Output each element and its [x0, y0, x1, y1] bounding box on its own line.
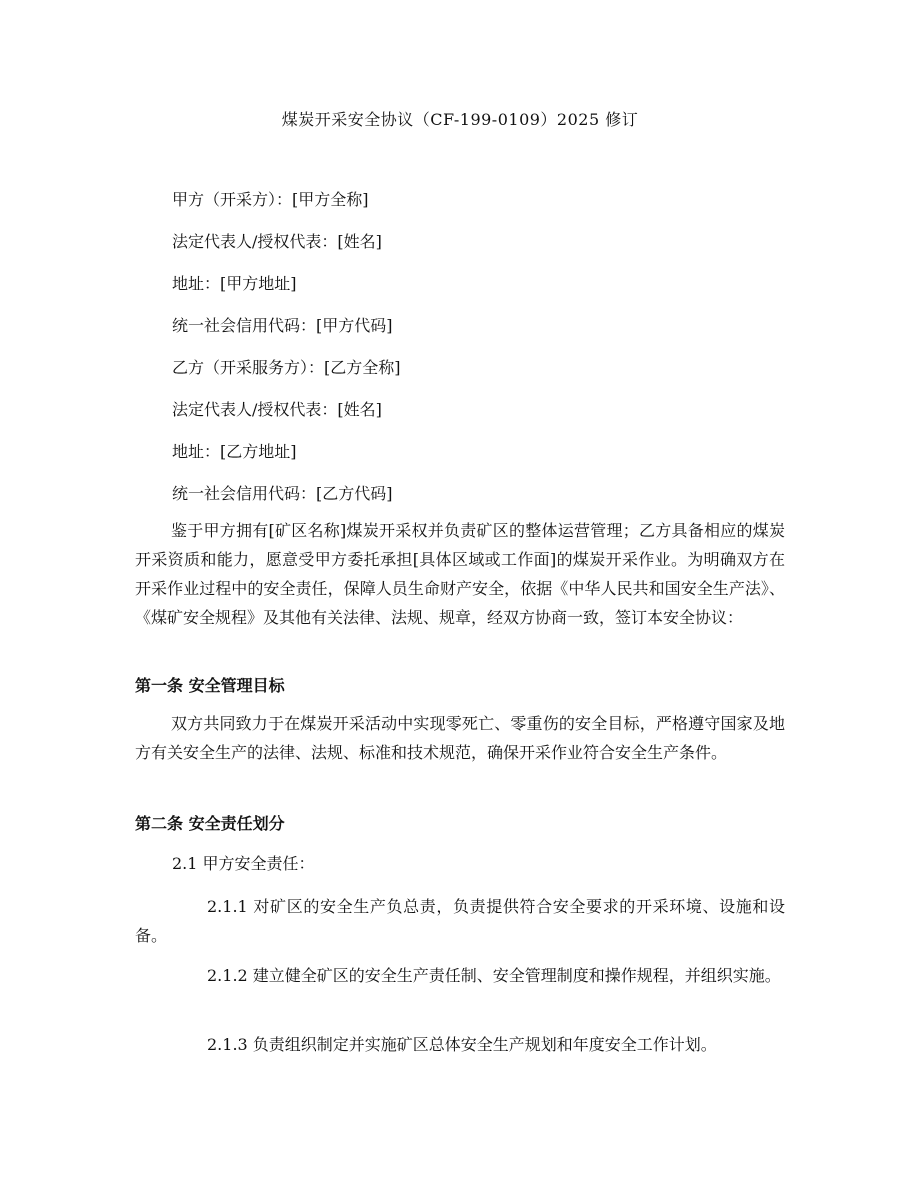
party-a-credit-code: 统一社会信用代码：[甲方代码] — [172, 316, 393, 335]
clause-2-1-2: 2.1.2 建立健全矿区的安全生产责任制、安全管理制度和操作规程，并组织实施。 — [207, 966, 781, 985]
party-a-address: 地址：[甲方地址] — [172, 274, 297, 293]
party-b-credit-code: 统一社会信用代码：[乙方代码] — [172, 484, 393, 503]
party-b-name: 乙方（开采服务方）：[乙方全称] — [172, 358, 401, 377]
preamble-paragraph: 鉴于甲方拥有[矿区名称]煤炭开采权并负责矿区的整体运营管理；乙方具备相应的煤炭开采资质和能力，愿意受甲方委托承担[具体区域或工作面]的煤炭开采作业。为明确双方在开采作业过程中的安全责任，保障人员生命财产安全，依据《中华人民共和国安全生产法》、《煤矿安全规程》及其他有关法律、法规、规章，经双方协商一致，签订本安全协议： — [135, 521, 785, 627]
party-a-representative: 法定代表人/授权代表：[姓名] — [172, 232, 382, 251]
party-b-address: 地址：[乙方地址] — [172, 442, 297, 461]
document-title: 煤炭开采安全协议（CF-199-0109）2025 修订 — [281, 110, 639, 129]
article-2-heading: 第二条 安全责任划分 — [135, 814, 285, 833]
clause-2-1-1: 2.1.1 对矿区的安全生产负总责，负责提供符合安全要求的开采环境、设施和设备。 — [135, 897, 785, 945]
article-1-heading: 第一条 安全管理目标 — [135, 676, 285, 695]
party-b-representative: 法定代表人/授权代表：[姓名] — [172, 400, 382, 419]
clause-2-1-3: 2.1.3 负责组织制定并实施矿区总体安全生产规划和年度安全工作计划。 — [207, 1035, 717, 1054]
section-2-1-heading: 2.1 甲方安全责任： — [172, 854, 315, 873]
party-a-name: 甲方（开采方）：[甲方全称] — [172, 190, 369, 209]
article-1-body: 双方共同致力于在煤炭开采活动中实现零死亡、零重伤的安全目标，严格遵守国家及地方有关安全生产的法律、法规、标准和技术规范，确保开采作业符合安全生产条件。 — [135, 714, 785, 762]
